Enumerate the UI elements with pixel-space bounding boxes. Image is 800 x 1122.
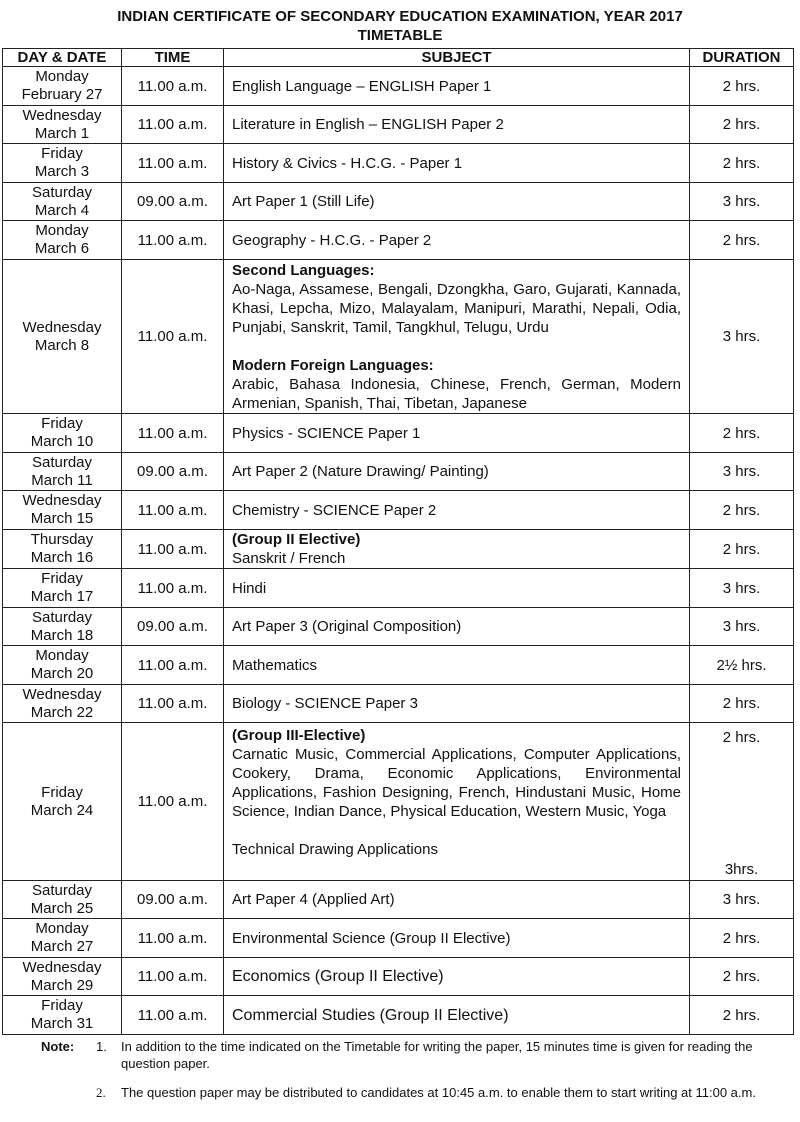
time-cell: 11.00 a.m.	[122, 221, 224, 260]
date-label: March 11	[31, 471, 93, 489]
day-label: Monday	[35, 647, 89, 664]
day-label: Thursday	[30, 531, 94, 548]
day-date-cell	[3, 919, 122, 958]
subject-cell: Physics - SCIENCE Paper 1	[224, 414, 690, 453]
day-date-cell	[3, 996, 122, 1035]
duration-cell: 2½ hrs.	[690, 646, 794, 685]
day-date-cell	[3, 723, 122, 881]
table-row	[3, 958, 794, 996]
date-label: March 15	[30, 510, 94, 527]
day-label: Saturday	[31, 183, 93, 201]
day-label: Wednesday	[22, 492, 102, 509]
day-date-cell	[3, 569, 122, 608]
subject-cell: Environmental Science (Group II Elective)	[224, 919, 690, 958]
day-label: Monday	[35, 222, 89, 239]
subject-cell: Commercial Studies (Group II Elective)	[224, 996, 690, 1035]
table-row	[3, 414, 794, 453]
duration-cell: 2 hrs.	[690, 919, 794, 958]
time-cell: 09.00 a.m.	[122, 453, 224, 491]
duration-value: 3hrs.	[724, 861, 759, 878]
day-label: Friday	[41, 997, 83, 1014]
duration-cell: 3 hrs.	[690, 453, 794, 491]
time-cell: 11.00 a.m.	[122, 685, 224, 723]
column-header-subject: SUBJECT	[224, 49, 690, 67]
table-row	[3, 67, 794, 106]
date-label: March 29	[30, 976, 94, 994]
day-label: Saturday	[31, 881, 93, 899]
table-row	[3, 106, 794, 144]
subject-heading: Modern Foreign Languages:	[232, 357, 434, 374]
day-date-cell	[3, 183, 122, 221]
date-label: March 24	[30, 801, 94, 819]
day-label: Wednesday	[22, 318, 102, 336]
page-title: INDIAN CERTIFICATE OF SECONDARY EDUCATION EXAMINATION, YEAR 2017	[117, 8, 683, 25]
table-row	[3, 646, 794, 685]
subject-cell: Biology - SCIENCE Paper 3	[224, 685, 690, 723]
date-label: March 27	[30, 938, 94, 955]
table-row	[3, 881, 794, 919]
day-label: Wednesday	[22, 958, 102, 976]
table-row	[3, 919, 794, 958]
time-cell: 11.00 a.m.	[122, 414, 224, 453]
subject-cell: Geography - H.C.G. - Paper 2	[224, 221, 690, 260]
day-date-cell	[3, 144, 122, 183]
duration-cell: 3 hrs.	[690, 260, 794, 414]
duration-cell: 2 hrs.	[690, 685, 794, 723]
time-cell: 11.00 a.m.	[122, 996, 224, 1035]
date-label: February 27	[21, 86, 103, 103]
day-date-cell	[3, 414, 122, 453]
date-label: March 17	[30, 588, 94, 605]
day-label: Friday	[41, 415, 83, 432]
day-label: Wednesday	[22, 685, 102, 703]
time-cell: 11.00 a.m.	[122, 569, 224, 608]
time-cell: 11.00 a.m.	[122, 958, 224, 996]
subject-cell	[224, 260, 690, 414]
duration-cell: 2 hrs.	[690, 67, 794, 106]
date-label: March 31	[30, 1015, 94, 1032]
duration-value: 2 hrs.	[722, 729, 761, 746]
time-cell: 11.00 a.m.	[122, 144, 224, 183]
table-row	[3, 569, 794, 608]
time-cell: 11.00 a.m.	[122, 491, 224, 530]
table-row	[3, 685, 794, 723]
day-label: Saturday	[31, 453, 93, 471]
day-label: Friday	[41, 570, 83, 587]
subject-list: Carnatic Music, Commercial Applications, Computer Applications, Cookery, Drama, Economic Applications, Environmental Applications, Fashion Designing, French, Hindustani Music, Home Science, Indian Dance, Physical Education, Western Music, Yoga	[232, 746, 681, 820]
day-label: Friday	[41, 145, 83, 162]
subject-cell: Art Paper 1 (Still Life)	[224, 183, 690, 221]
duration-cell: 2 hrs.	[690, 221, 794, 260]
header-row	[3, 49, 794, 67]
duration-cell: 3 hrs.	[690, 608, 794, 646]
duration-cell: 2 hrs.	[690, 106, 794, 144]
note-number: 1.	[96, 1039, 107, 1054]
note-label: Note:	[41, 1039, 75, 1054]
date-label: March 10	[30, 433, 94, 450]
column-header-day: DAY & DATE	[3, 49, 122, 67]
subject-heading: (Group III-Elective)	[232, 727, 366, 744]
day-label: Saturday	[31, 608, 93, 626]
table-row	[3, 260, 794, 414]
day-date-cell	[3, 881, 122, 919]
column-header-time: TIME	[122, 49, 224, 67]
note-number: 2.	[96, 1085, 106, 1100]
subject-heading: (Group II Elective)	[232, 531, 361, 548]
note-text: The question paper may be distributed to candidates at 10:45 a.m. to enable them to start writing at 11:00 a.m.	[121, 1085, 756, 1100]
subject-cell: Art Paper 4 (Applied Art)	[224, 881, 690, 919]
duration-cell: 3 hrs.	[690, 881, 794, 919]
subject-cell: History & Civics - H.C.G. - Paper 1	[224, 144, 690, 183]
day-date-cell	[3, 453, 122, 491]
date-label: March 20	[30, 665, 94, 682]
note-text: In addition to the time indicated on the Timetable for writing the paper, 15 minutes time is given for reading the question paper.	[121, 1039, 753, 1071]
duration-cell: 2 hrs.	[690, 491, 794, 530]
time-cell: 11.00 a.m.	[122, 919, 224, 958]
subject-list: Ao-Naga, Assamese, Bengali, Dzongkha, Garo, Gujarati, Kannada, Khasi, Lepcha, Mizo, Malayalam, Manipuri, Marathi, Nepali, Odia, Punjabi, Sanskrit, Tamil, Tangkhul, Telugu, Urdu	[232, 281, 681, 336]
date-label: March 22	[30, 703, 94, 721]
time-cell: 11.00 a.m.	[122, 67, 224, 106]
subject-text: Sanskrit / French	[232, 550, 346, 567]
date-label: March 1	[34, 124, 90, 142]
day-date-cell	[3, 530, 122, 569]
table-row	[3, 144, 794, 183]
day-label: Friday	[41, 783, 83, 801]
subject-cell: Art Paper 2 (Nature Drawing/ Painting)	[224, 453, 690, 491]
page-subtitle: TIMETABLE	[357, 27, 443, 44]
table-row	[3, 183, 794, 221]
table-row	[3, 491, 794, 530]
day-label: Monday	[35, 68, 89, 85]
table-row	[3, 723, 794, 881]
subject-cell: Hindi	[224, 569, 690, 608]
date-label: March 18	[30, 626, 94, 644]
table-row	[3, 996, 794, 1035]
day-date-cell	[3, 221, 122, 260]
time-cell: 11.00 a.m.	[122, 646, 224, 685]
table-row	[3, 453, 794, 491]
time-cell: 11.00 a.m.	[122, 106, 224, 144]
duration-cell: 2 hrs.	[690, 958, 794, 996]
day-date-cell	[3, 685, 122, 723]
subject-cell: Economics (Group II Elective)	[224, 958, 690, 996]
duration-cell: 2 hrs.	[690, 530, 794, 569]
day-date-cell	[3, 608, 122, 646]
table-row	[3, 530, 794, 569]
time-cell: 09.00 a.m.	[122, 608, 224, 646]
time-cell: 09.00 a.m.	[122, 881, 224, 919]
time-cell: 11.00 a.m.	[122, 260, 224, 414]
time-cell: 11.00 a.m.	[122, 530, 224, 569]
subject-heading: Second Languages:	[232, 262, 375, 279]
duration-cell	[690, 723, 794, 881]
subject-text: Technical Drawing Applications	[232, 841, 438, 858]
subject-cell	[224, 530, 690, 569]
timetable	[2, 48, 794, 1035]
subject-cell: English Language – ENGLISH Paper 1	[224, 67, 690, 106]
table-row	[3, 221, 794, 260]
date-label: March 25	[30, 899, 94, 917]
subject-cell	[224, 723, 690, 881]
column-header-duration: DURATION	[690, 49, 794, 67]
date-label: March 4	[34, 201, 90, 219]
day-date-cell	[3, 67, 122, 106]
duration-cell: 3 hrs.	[690, 183, 794, 221]
duration-cell: 2 hrs.	[690, 414, 794, 453]
day-label: Wednesday	[22, 106, 102, 124]
duration-cell: 2 hrs.	[690, 996, 794, 1035]
day-date-cell	[3, 958, 122, 996]
day-date-cell	[3, 260, 122, 414]
subject-list: Arabic, Bahasa Indonesia, Chinese, French, German, Modern Armenian, Spanish, Thai, Tibetan, Japanese	[232, 376, 681, 412]
subject-cell: Mathematics	[224, 646, 690, 685]
date-label: March 6	[34, 240, 90, 257]
duration-cell: 2 hrs.	[690, 144, 794, 183]
subject-cell: Art Paper 3 (Original Composition)	[224, 608, 690, 646]
day-date-cell	[3, 646, 122, 685]
date-label: March 3	[34, 163, 90, 180]
time-cell: 09.00 a.m.	[122, 183, 224, 221]
time-cell: 11.00 a.m.	[122, 723, 224, 881]
date-label: March 8	[34, 336, 90, 354]
day-date-cell	[3, 106, 122, 144]
table-row	[3, 608, 794, 646]
day-date-cell	[3, 491, 122, 530]
duration-cell: 3 hrs.	[690, 569, 794, 608]
day-label: Monday	[35, 920, 89, 937]
subject-cell: Chemistry - SCIENCE Paper 2	[224, 491, 690, 530]
date-label: March 16	[30, 549, 94, 566]
subject-cell: Literature in English – ENGLISH Paper 2	[224, 106, 690, 144]
